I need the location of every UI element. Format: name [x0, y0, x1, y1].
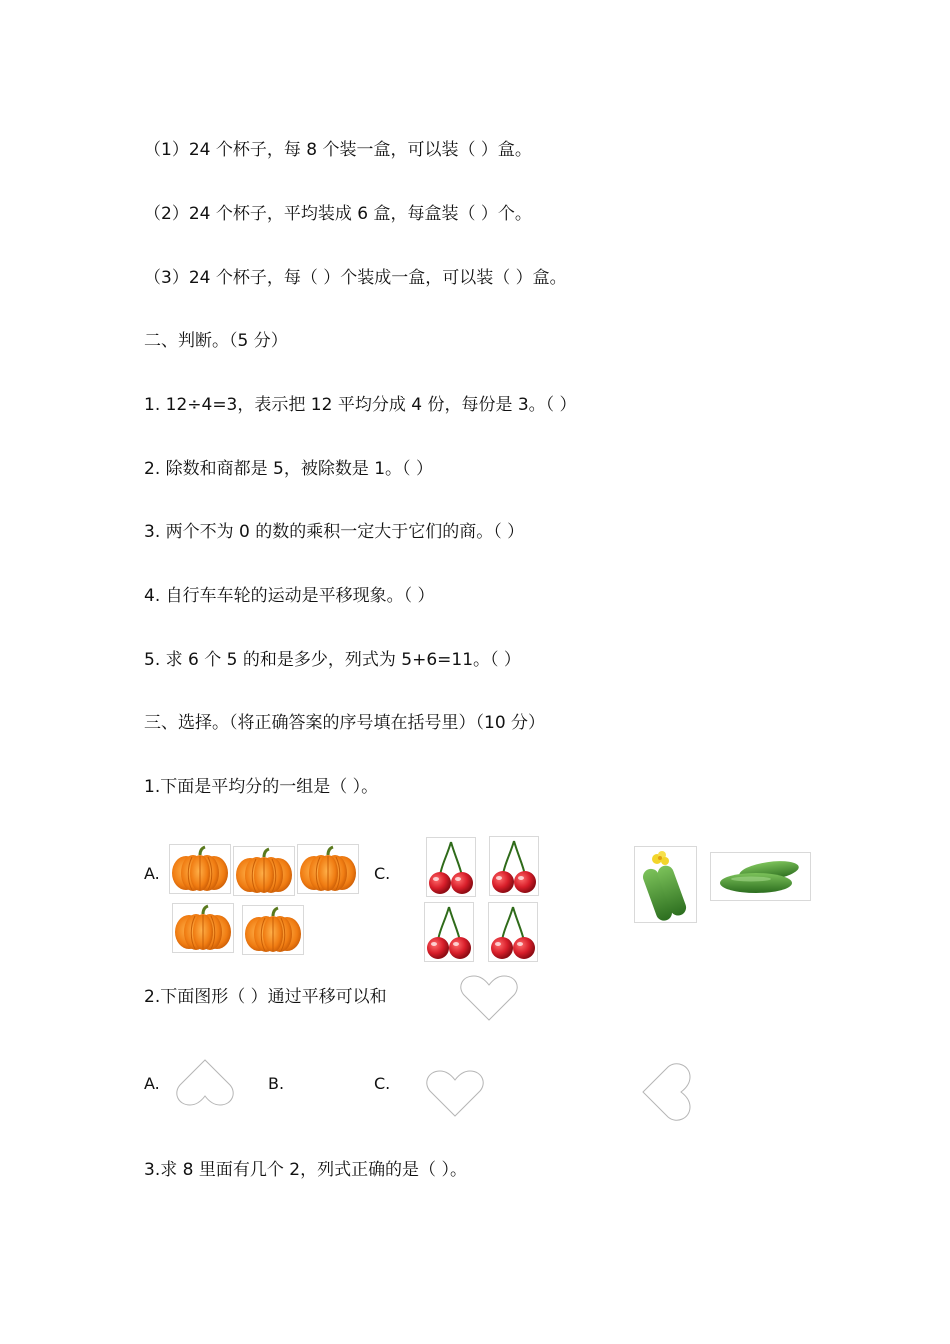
judge-item-4: 4. 自行车车轮的运动是平移现象。（ ）	[144, 586, 435, 606]
option-c-label: C.	[374, 864, 391, 883]
choice-question-2: 2.下面图形（ ）通过平移可以和	[144, 987, 387, 1007]
pumpkin-image	[170, 845, 230, 893]
fill-blank-question-1: （1）24 个杯子，每 8 个装一盒，可以装（ ）盒。	[144, 140, 532, 160]
option-b-label: B.	[268, 1074, 285, 1093]
fill-blank-question-2: （2）24 个杯子，平均装成 6 盒，每盒装（ ）个。	[144, 204, 532, 224]
section-choice-heading: 三、选择。（将正确答案的序号填在括号里）（10 分）	[144, 713, 546, 733]
fill-blank-question-3: （3）24 个杯子，每（ ）个装成一盒，可以装（ ）盒。	[144, 268, 567, 288]
cherry-image	[427, 838, 475, 896]
pumpkin-image	[298, 845, 358, 893]
heart-icon	[424, 1069, 486, 1119]
cherry-image	[490, 837, 538, 895]
heart-upside-down-icon	[174, 1058, 236, 1108]
option-a-label: A.	[144, 1074, 160, 1093]
cherry-image	[425, 903, 473, 961]
pumpkin-image	[243, 906, 303, 954]
choice-question-1: 1.下面是平均分的一组是（ ）。	[144, 777, 379, 797]
option-a-label: A.	[144, 864, 160, 883]
choice-question-3: 3.求 8 里面有几个 2，列式正确的是（ ）。	[144, 1160, 467, 1180]
judge-item-3: 3. 两个不为 0 的数的乘积一定大于它们的商。（ ）	[144, 522, 525, 542]
pumpkin-image	[173, 904, 233, 952]
pumpkin-image	[234, 847, 294, 895]
option-c-label: C.	[374, 1074, 391, 1093]
heart-reference-icon	[458, 974, 520, 1022]
section-judge-heading: 二、判断。（5 分）	[144, 331, 288, 351]
heart-rotated-icon	[640, 1062, 694, 1122]
cucumber-image	[711, 853, 810, 900]
judge-item-5: 5. 求 6 个 5 的和是多少，列式为 5+6=11。（ ）	[144, 650, 521, 670]
cucumber-image	[635, 847, 696, 922]
judge-item-2: 2. 除数和商都是 5，被除数是 1。（ ）	[144, 459, 433, 479]
cherry-image	[489, 903, 537, 961]
judge-item-1: 1. 12÷4=3，表示把 12 平均分成 4 份，每份是 3。（ ）	[144, 395, 577, 415]
